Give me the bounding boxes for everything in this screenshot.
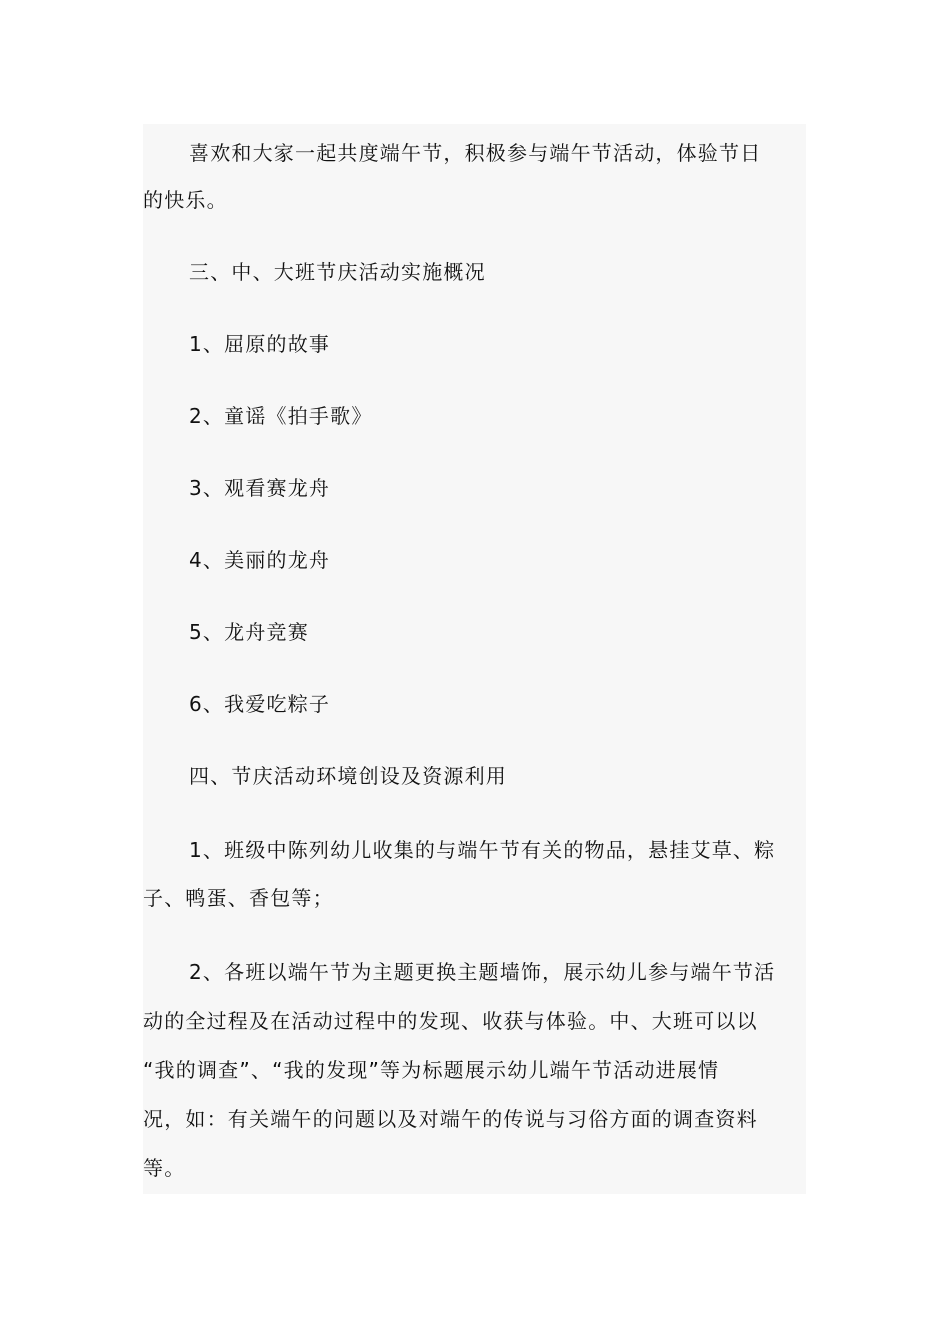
document-body xyxy=(143,124,806,1194)
paragraph-line: 动的全过程及在活动过程中的发现、收获与体验。中、大班可以以 xyxy=(143,1009,758,1033)
paragraph-line: 喜欢和大家一起共度端午节，积极参与端午节活动，体验节日 xyxy=(189,141,762,165)
paragraph-line: 等。 xyxy=(143,1156,186,1180)
paragraph-line: 2、各班以端午节为主题更换主题墙饰，展示幼儿参与端午节活 xyxy=(189,960,776,984)
list-item: 5、龙舟竞赛 xyxy=(189,620,309,644)
paragraph-line: “我的调查”、“我的发现”等为标题展示幼儿端午节活动进展情 xyxy=(143,1058,720,1082)
list-item: 6、我爱吃粽子 xyxy=(189,692,331,716)
paragraph-line: 况，如：有关端午的问题以及对端午的传说与习俗方面的调查资料 xyxy=(143,1107,758,1131)
list-item: 4、美丽的龙舟 xyxy=(189,548,331,572)
section-heading: 三、中、大班节庆活动实施概况 xyxy=(189,260,486,284)
paragraph-line: 的快乐。 xyxy=(143,188,228,212)
list-item: 3、观看赛龙舟 xyxy=(189,476,331,500)
list-item: 1、屈原的故事 xyxy=(189,332,331,356)
paragraph-line: 子、鸭蛋、香包等； xyxy=(143,886,334,910)
paragraph-line: 1、班级中陈列幼儿收集的与端午节有关的物品，悬挂艾草、粽 xyxy=(189,838,776,862)
section-heading: 四、节庆活动环境创设及资源利用 xyxy=(189,764,507,788)
list-item: 2、童谣《拍手歌》 xyxy=(189,404,373,428)
